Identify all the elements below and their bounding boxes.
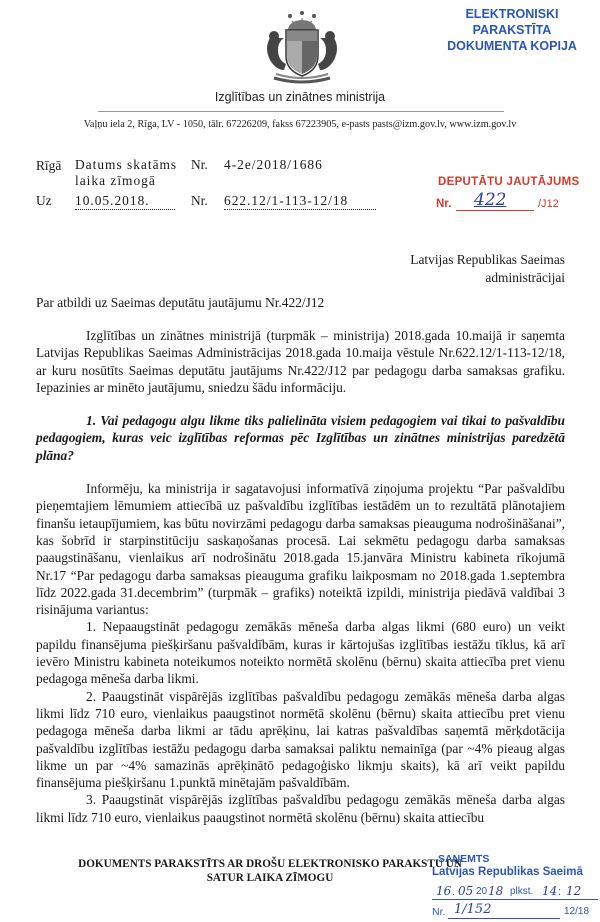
footer-line-2: SATUR LAIKA ZĪMOGU: [206, 872, 334, 884]
received-day: 16: [436, 884, 452, 898]
footer-line-1: DOKUMENTS PARAKSTĪTS AR DROŠU ELEKTRONISKO PARAKSTU UN: [78, 858, 462, 870]
received-year-prefix: 20: [476, 886, 488, 897]
received-stamp-org: Latvijas Republikas Saeimā: [432, 866, 583, 878]
document-body: [36, 327, 565, 826]
recipient-line-2: administrācijai: [485, 269, 565, 285]
received-stamp-nr-row: [432, 904, 600, 922]
stamp-line-1: ELEKTRONISKI PARAKSTĪTA: [465, 7, 559, 37]
deputy-stamp-nr-label: Nr.: [436, 198, 452, 210]
deputy-stamp-number: 422: [474, 190, 507, 210]
header-divider: [98, 111, 504, 112]
received-minute: 12: [566, 884, 582, 898]
ministry-address: Vaļņu iela 2, Rīga, LV - 1050, tālr. 67226209, fakss 67223905, e-pasts pasts@izm.gov.lv, www.izm.gov.lv: [83, 119, 517, 130]
ref-date-placeholder: [75, 157, 177, 189]
received-year: 18: [488, 884, 504, 898]
ref-nr-label: Nr.: [191, 157, 208, 172]
option-2-paragraph: 2. Paaugstināt vispārējās izglītības pašvaldību pedagogu zemākās mēneša darba algas likmi līdz 710 euro, vienlaikus paaugstinot normētā skolēnu (bērnu) skaita attiecību pret vienu pedagoga mēneša darba likmi ar tādu aprēķinu, lai katras pašvaldības saņemtā mērķdotācija pašvaldību izglītības iestāžu pedagogu darba samaksai paliktu nemainīga (par ~4% pieaug algas likme un par ~4% samazinās aprēķinātō pedagoģisko likmju skaits), kā arī veikt papildu finansējuma piešķiršanu 1.punktā minētajām pašvaldībām.: [36, 688, 565, 791]
ref-nr2-label: Nr.: [191, 193, 208, 208]
date-placeholder-line-2: laika zīmogā: [75, 173, 156, 188]
answer-paragraph: Informēju, ka ministrija ir sagatavojusi informatīvā ziņojuma projektu “Par pašvaldību pieņemtajiem lēmumiem attiecībā uz pašvaldību izglītības iestādēm un to rezultātā plānotajiem finanšu ietaupījumiem, kas būtu novirzāmi pedagogu darba samaksas pieauguma nodrošināšanai”, kas šobrīd ir starpinstitūciju saskaņošanas procesā. Lai sekmētu pedagogu darba samaksas paaugstināšanu, vienlaikus arī nodrošinātu 2018.gada 15.janvāra Ministru kabineta rīkojumā Nr.17 “Par pedagogu darba samaksas pieauguma grafiku laikposmam no 2018.gada 1.septembra līdz 2022.gada 31.decembrim” (turpmāk – grafiks) noteiktā izpildi, ministrija piedāvā valdībai 3 risinājuma variantus:: [36, 481, 565, 618]
received-nr-value: 1/152: [454, 902, 492, 917]
recipient: [300, 251, 565, 286]
recipient-line-1: Latvijas Republikas Saeimas: [410, 252, 565, 267]
option-3-paragraph: 3. Paaugstināt vispārējās izglītības pašvaldību pedagogu zemākās mēneša darba algas likmi līdz 710 euro, vienlaikus paaugstinot normētā skolēnu (bērnu) skaita attiecību: [36, 792, 565, 825]
ref-place: Rīgā: [36, 158, 62, 173]
received-month: 05: [458, 884, 474, 898]
stamp-line-2: DOKUMENTA KOPIJA: [447, 39, 577, 53]
ref-uz-date: 10.05.2018.: [75, 193, 175, 210]
received-plkst-label: plkst.: [510, 886, 534, 897]
deputy-stamp-underline: [456, 210, 534, 211]
ref-nr-value: 4-2e/2018/1686: [224, 157, 323, 172]
received-hour: 14: [542, 884, 558, 898]
deputy-stamp-suffix: /J12: [538, 198, 559, 210]
electronic-copy-stamp: [427, 6, 597, 54]
ref-uz-label: Uz: [36, 193, 52, 208]
deputy-question-stamp-title: DEPUTĀTU JAUTĀJUMS: [438, 176, 580, 188]
intro-paragraph: Izglītības un zinātnes ministrijā (turpmāk – ministrija) 2018.gada 10.maijā ir saņemta Latvijas Republikas Saeimas Administrācijas 2018.gada 10.maija vēstule Nr.622.12/1-113-12/18, ar kuru nosūtīts Saeimas deputātu jautājums Nr.422/J12 par pedagogu darba samaksas grafiku. Iepazinies ar minēto jautājumu, sniedzu šādu informāciju.: [36, 328, 565, 395]
received-stamp-title: SAŅEMTS: [438, 853, 490, 865]
received-nr-label: Nr.: [432, 906, 446, 918]
received-nr-suffix: 12/18: [564, 906, 590, 917]
ministry-name: Izglītības un zinātnes ministrija: [214, 90, 386, 104]
footer-signature-note: [60, 857, 480, 885]
ref-nr2-value: 622.12/1-113-12/18: [224, 193, 376, 210]
subject-line: Par atbildi uz Saeimas deputātu jautājumu Nr.422/J12: [36, 295, 325, 310]
latvia-coat-of-arms-icon: [256, 8, 348, 86]
received-stamp-date-row: 16 . 05 20 18 plkst. 14 : 12: [432, 884, 600, 902]
question-paragraph: 1. Vai pedagogu algu likme tiks palielināta visiem pedagogiem vai tikai to pašvaldību pedagogiem, kuras veic izglītības reformas pēc Izglītības un zinātnes ministrijas paredzētā plāna?: [36, 413, 565, 463]
option-1-paragraph: 1. Nepaaugstināt pedagogu zemākās mēneša darba algas likmi (680 euro) un veikt papildu finansējuma piešķiršanu pašvaldībām, kuras ir kārtojušas izglītības iestāžu tīklus, kā arī ievēro Ministru kabineta noteikumos noteikto normētā skolēnu (bērnu) skaita attiecība pret vienu pedagoga mēneša darba likmi.: [36, 619, 565, 687]
date-placeholder-line-1: Datums skatāms: [75, 157, 178, 172]
